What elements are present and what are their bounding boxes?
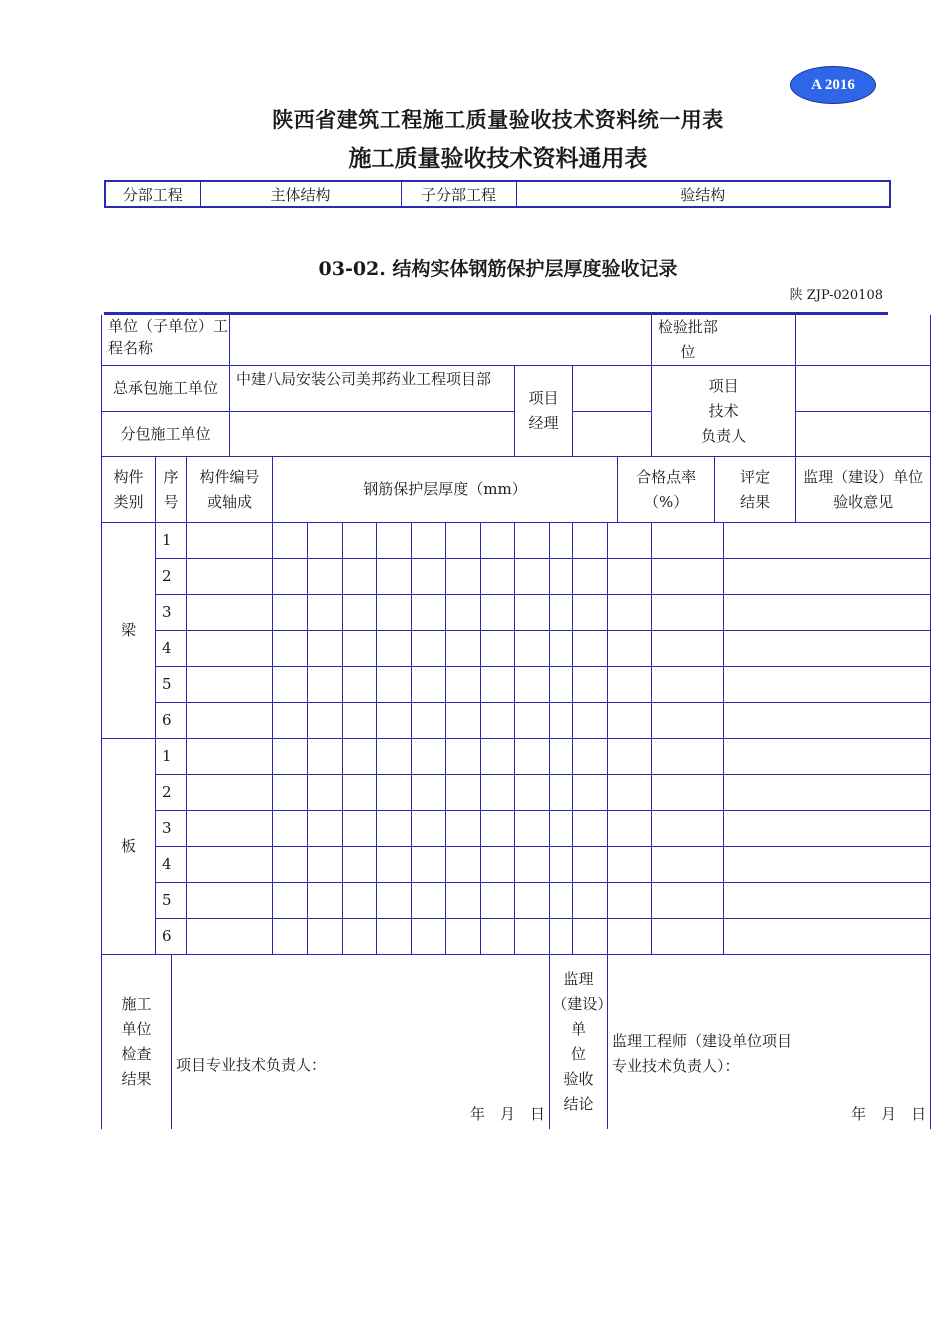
thickness-cell[interactable]: [343, 847, 377, 883]
thickness-cell[interactable]: [377, 523, 412, 559]
seq-cell: 4: [156, 631, 187, 667]
result-cell[interactable]: [724, 631, 931, 667]
pass-rate-cell[interactable]: [652, 667, 724, 703]
table-row: [102, 559, 931, 595]
thickness-cell[interactable]: [308, 595, 343, 631]
pass-rate-cell[interactable]: [652, 595, 724, 631]
thickness-cell[interactable]: [308, 739, 343, 775]
thickness-cell[interactable]: [343, 739, 377, 775]
col-supervisor-opinion: 监理（建设）单位 验收意见: [796, 457, 931, 523]
thickness-cell[interactable]: [343, 883, 377, 919]
table-row: [102, 595, 931, 631]
thickness-cell[interactable]: [273, 811, 308, 847]
thickness-cell[interactable]: [515, 667, 550, 703]
thickness-cell[interactable]: [550, 883, 573, 919]
thickness-cell[interactable]: [573, 883, 608, 919]
supervisor-date: 年 月 日: [851, 1104, 927, 1123]
member-id-cell[interactable]: [187, 523, 273, 559]
thickness-cell[interactable]: [515, 523, 550, 559]
thickness-cell[interactable]: [308, 883, 343, 919]
supervisor-label: 监理 （建设）单 位 验收 结论: [550, 955, 608, 1129]
thickness-cell[interactable]: [343, 523, 377, 559]
thickness-cell[interactable]: [446, 703, 481, 739]
thickness-cell[interactable]: [550, 775, 573, 811]
seq-cell: 1: [156, 739, 187, 775]
thickness-cell[interactable]: [515, 631, 550, 667]
thickness-cell[interactable]: [446, 523, 481, 559]
batch-label-spacer: [724, 315, 796, 366]
thickness-cell[interactable]: [412, 667, 446, 703]
thickness-cell[interactable]: [515, 559, 550, 595]
supervisor-conclusion-cell[interactable]: [608, 955, 931, 1129]
seq-cell: 4: [156, 847, 187, 883]
thickness-cell[interactable]: [343, 775, 377, 811]
thickness-cell[interactable]: [481, 631, 515, 667]
pass-rate-cell[interactable]: [652, 739, 724, 775]
thickness-cell[interactable]: [608, 739, 652, 775]
member-id-cell[interactable]: [187, 775, 273, 811]
thickness-cell[interactable]: [573, 739, 608, 775]
contractor-sign-label: 项目专业技术负责人：: [176, 1056, 327, 1074]
thickness-cell[interactable]: [412, 631, 446, 667]
thickness-cell[interactable]: [481, 883, 515, 919]
thickness-cell[interactable]: [550, 559, 573, 595]
seq-cell: 5: [156, 883, 187, 919]
thickness-cell[interactable]: [608, 703, 652, 739]
seq-cell: 3: [156, 811, 187, 847]
supervisor-sign-label: 监理工程师（建设单位项目 专业技术负责人）：: [612, 1032, 793, 1075]
pass-rate-cell[interactable]: [652, 883, 724, 919]
contractor-date: 年 月 日: [470, 1104, 546, 1123]
thickness-cell[interactable]: [377, 883, 412, 919]
thickness-cell[interactable]: [573, 523, 608, 559]
thickness-cell[interactable]: [573, 595, 608, 631]
thickness-cell[interactable]: [608, 523, 652, 559]
thickness-cell[interactable]: [273, 883, 308, 919]
table-row: [102, 775, 931, 811]
thickness-cell[interactable]: [515, 811, 550, 847]
table-row: [102, 667, 931, 703]
result-cell[interactable]: [724, 883, 931, 919]
thickness-cell[interactable]: [573, 811, 608, 847]
thickness-cell[interactable]: [446, 739, 481, 775]
seq-cell: 1: [156, 523, 187, 559]
thickness-cell[interactable]: [308, 703, 343, 739]
thickness-cell[interactable]: [273, 919, 308, 955]
member-id-cell[interactable]: [187, 883, 273, 919]
thickness-cell[interactable]: [343, 919, 377, 955]
thickness-cell[interactable]: [481, 595, 515, 631]
thickness-cell[interactable]: [377, 667, 412, 703]
result-cell[interactable]: [724, 523, 931, 559]
thickness-cell[interactable]: [446, 883, 481, 919]
subcontractor-manager-value[interactable]: [573, 412, 652, 457]
member-type-cell: 板: [102, 739, 156, 955]
seq-cell: 6: [156, 919, 187, 955]
thickness-cell[interactable]: [343, 703, 377, 739]
division-value[interactable]: 主体结构: [200, 181, 401, 207]
thickness-cell[interactable]: [481, 775, 515, 811]
thickness-cell[interactable]: [481, 847, 515, 883]
thickness-cell[interactable]: [515, 919, 550, 955]
thickness-cell[interactable]: [515, 883, 550, 919]
general-contractor-value[interactable]: 中建八局安装公司美邦药业工程项目部: [230, 366, 515, 412]
thickness-cell[interactable]: [308, 523, 343, 559]
table-row: [102, 811, 931, 847]
seq-cell: 5: [156, 667, 187, 703]
thickness-cell[interactable]: [608, 775, 652, 811]
table-row: [102, 919, 931, 955]
thickness-cell[interactable]: [550, 595, 573, 631]
thickness-cell[interactable]: [412, 919, 446, 955]
contractor-check-label: 施工 单位 检查 结果: [102, 955, 172, 1129]
thickness-cell[interactable]: [550, 919, 573, 955]
member-id-cell[interactable]: [187, 847, 273, 883]
thickness-cell[interactable]: [608, 559, 652, 595]
thickness-cell[interactable]: [377, 919, 412, 955]
thickness-cell[interactable]: [550, 631, 573, 667]
col-thickness: 钢筋保护层厚度（mm）: [273, 457, 618, 523]
pass-rate-cell[interactable]: [652, 847, 724, 883]
thickness-cell[interactable]: [608, 631, 652, 667]
thickness-cell[interactable]: [308, 631, 343, 667]
thickness-cell[interactable]: [515, 595, 550, 631]
thickness-cell[interactable]: [377, 559, 412, 595]
thickness-cell[interactable]: [550, 811, 573, 847]
tech-lead-label: 项目 技术 负责人: [652, 366, 796, 457]
thickness-cell[interactable]: [308, 559, 343, 595]
result-cell[interactable]: [724, 739, 931, 775]
thickness-cell[interactable]: [573, 667, 608, 703]
inspection-record-table: [101, 315, 931, 1129]
thickness-cell[interactable]: [481, 811, 515, 847]
result-cell[interactable]: [724, 559, 931, 595]
thickness-cell[interactable]: [412, 811, 446, 847]
project-manager-label: 项目 经理: [515, 366, 573, 457]
thickness-cell[interactable]: [515, 775, 550, 811]
member-id-cell[interactable]: [187, 811, 273, 847]
thickness-cell[interactable]: [308, 811, 343, 847]
thickness-cell[interactable]: [377, 703, 412, 739]
thickness-cell[interactable]: [446, 667, 481, 703]
thickness-cell[interactable]: [412, 883, 446, 919]
thickness-cell[interactable]: [515, 703, 550, 739]
thickness-cell[interactable]: [412, 847, 446, 883]
thickness-cell[interactable]: [377, 631, 412, 667]
thickness-cell[interactable]: [608, 667, 652, 703]
table-row: [102, 883, 931, 919]
thickness-cell[interactable]: [412, 559, 446, 595]
col-result: 评定 结果: [715, 457, 796, 523]
pass-rate-cell[interactable]: [652, 811, 724, 847]
col-seq: 序 号: [156, 457, 187, 523]
thickness-cell[interactable]: [573, 919, 608, 955]
thickness-cell[interactable]: [446, 559, 481, 595]
thickness-cell[interactable]: [550, 847, 573, 883]
thickness-cell[interactable]: [412, 595, 446, 631]
thickness-cell[interactable]: [377, 595, 412, 631]
result-cell[interactable]: [724, 595, 931, 631]
pass-rate-cell[interactable]: [652, 703, 724, 739]
table-row: [102, 523, 931, 559]
pass-rate-cell[interactable]: [652, 559, 724, 595]
general-contractor-label: 总承包施工单位: [102, 366, 230, 412]
thickness-cell[interactable]: [481, 703, 515, 739]
pass-rate-cell[interactable]: [652, 919, 724, 955]
thickness-cell[interactable]: [446, 811, 481, 847]
member-id-cell[interactable]: [187, 595, 273, 631]
thickness-cell[interactable]: [377, 775, 412, 811]
tech-lead-value[interactable]: [796, 366, 931, 412]
thickness-cell[interactable]: [273, 595, 308, 631]
thickness-cell[interactable]: [412, 523, 446, 559]
thickness-cell[interactable]: [446, 775, 481, 811]
seq-cell: 6: [156, 703, 187, 739]
record-code: 陕 ZJP-020108: [789, 288, 883, 303]
result-cell[interactable]: [724, 919, 931, 955]
table-row: [102, 631, 931, 667]
member-id-cell[interactable]: [187, 703, 273, 739]
thickness-cell[interactable]: [308, 667, 343, 703]
thickness-cell[interactable]: [608, 811, 652, 847]
page-title: 陕西省建筑工程施工质量验收技术资料统一用表: [272, 107, 724, 132]
col-member-type: 构件 类别: [102, 457, 156, 523]
thickness-cell[interactable]: [273, 523, 308, 559]
result-cell[interactable]: [724, 775, 931, 811]
thickness-cell[interactable]: [446, 631, 481, 667]
thickness-cell[interactable]: [343, 595, 377, 631]
thickness-cell[interactable]: [343, 631, 377, 667]
subdivision-label: 子分部工程: [401, 181, 516, 207]
col-pass-rate: 合格点率 （%）: [618, 457, 715, 523]
contractor-check-cell[interactable]: [172, 955, 550, 1129]
pass-rate-cell[interactable]: [652, 775, 724, 811]
thickness-cell[interactable]: [308, 847, 343, 883]
thickness-cell[interactable]: [446, 595, 481, 631]
thickness-cell[interactable]: [273, 667, 308, 703]
thickness-cell[interactable]: [573, 847, 608, 883]
member-id-cell[interactable]: [187, 559, 273, 595]
thickness-cell[interactable]: [481, 739, 515, 775]
batch-label: 检验批部位: [652, 315, 724, 366]
thickness-cell[interactable]: [412, 739, 446, 775]
thickness-cell[interactable]: [273, 703, 308, 739]
thickness-cell[interactable]: [377, 811, 412, 847]
result-cell[interactable]: [724, 703, 931, 739]
thickness-cell[interactable]: [573, 775, 608, 811]
result-cell[interactable]: [724, 847, 931, 883]
page-subtitle: 施工质量验收技术资料通用表: [348, 145, 648, 172]
thickness-cell[interactable]: [446, 847, 481, 883]
thickness-cell[interactable]: [573, 631, 608, 667]
thickness-cell[interactable]: [377, 847, 412, 883]
thickness-cell[interactable]: [515, 739, 550, 775]
thickness-cell[interactable]: [481, 667, 515, 703]
thickness-cell[interactable]: [608, 595, 652, 631]
table-row: [102, 847, 931, 883]
thickness-cell[interactable]: [343, 559, 377, 595]
project-manager-value[interactable]: [573, 366, 652, 412]
subcontractor-label: 分包施工单位: [102, 412, 230, 457]
thickness-cell[interactable]: [515, 847, 550, 883]
thickness-cell[interactable]: [273, 775, 308, 811]
thickness-cell[interactable]: [608, 919, 652, 955]
thickness-cell[interactable]: [573, 559, 608, 595]
thickness-cell[interactable]: [481, 559, 515, 595]
pass-rate-cell[interactable]: [652, 631, 724, 667]
member-id-cell[interactable]: [187, 739, 273, 775]
thickness-cell[interactable]: [608, 883, 652, 919]
division-label: 分部工程: [105, 181, 200, 207]
table-row: [102, 739, 931, 775]
record-title: 03-02. 结构实体钢筋保护层厚度验收记录: [318, 258, 678, 280]
thickness-cell[interactable]: [550, 703, 573, 739]
member-type-cell: 梁: [102, 523, 156, 739]
member-id-cell[interactable]: [187, 667, 273, 703]
thickness-cell[interactable]: [573, 703, 608, 739]
member-id-cell[interactable]: [187, 919, 273, 955]
result-cell[interactable]: [724, 811, 931, 847]
thickness-cell[interactable]: [273, 559, 308, 595]
thickness-cell[interactable]: [377, 739, 412, 775]
thickness-cell[interactable]: [550, 739, 573, 775]
project-name-label: 单位（子单位）工程名称: [102, 315, 230, 366]
thickness-cell[interactable]: [273, 739, 308, 775]
batch-value[interactable]: [796, 315, 931, 366]
subdivision-value[interactable]: 验结构: [516, 181, 890, 207]
thickness-cell[interactable]: [608, 847, 652, 883]
thickness-cell[interactable]: [412, 775, 446, 811]
result-cell[interactable]: [724, 667, 931, 703]
project-name-value[interactable]: [230, 315, 652, 366]
thickness-cell[interactable]: [273, 631, 308, 667]
col-member-id: 构件编号 或轴成: [187, 457, 273, 523]
pass-rate-cell[interactable]: [652, 523, 724, 559]
seq-cell: 2: [156, 775, 187, 811]
division-header-table: [104, 180, 891, 208]
thickness-cell[interactable]: [343, 811, 377, 847]
seq-cell: 2: [156, 559, 187, 595]
seq-cell: 3: [156, 595, 187, 631]
year-badge: A 2016: [790, 66, 876, 104]
thickness-cell[interactable]: [273, 847, 308, 883]
thickness-cell[interactable]: [308, 775, 343, 811]
thickness-cell[interactable]: [308, 919, 343, 955]
thickness-cell[interactable]: [550, 523, 573, 559]
thickness-cell[interactable]: [412, 703, 446, 739]
thickness-cell[interactable]: [481, 523, 515, 559]
thickness-cell[interactable]: [481, 919, 515, 955]
thickness-cell[interactable]: [343, 667, 377, 703]
subcontractor-value[interactable]: [230, 412, 515, 457]
thickness-cell[interactable]: [550, 667, 573, 703]
table-row: [102, 703, 931, 739]
member-id-cell[interactable]: [187, 631, 273, 667]
thickness-cell[interactable]: [446, 919, 481, 955]
subcontractor-tech-value[interactable]: [796, 412, 931, 457]
